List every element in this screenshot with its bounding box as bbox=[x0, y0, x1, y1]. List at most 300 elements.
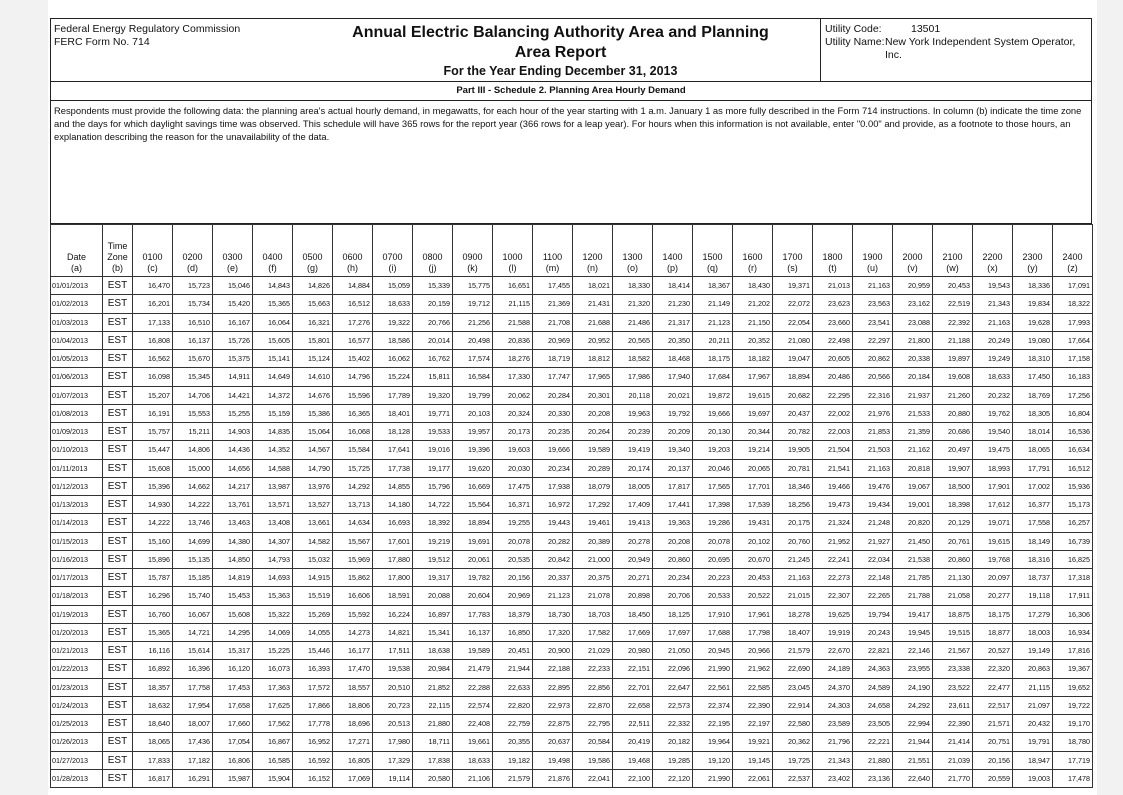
demand-cell: 15,801 bbox=[293, 331, 333, 349]
demand-cell: 22,759 bbox=[493, 715, 533, 733]
demand-cell: 20,118 bbox=[613, 386, 653, 404]
demand-cell: 24,190 bbox=[893, 678, 933, 696]
demand-cell: 19,214 bbox=[733, 441, 773, 459]
demand-cell: 20,949 bbox=[613, 550, 653, 568]
demand-cell: 22,146 bbox=[893, 642, 933, 660]
demand-cell: 23,402 bbox=[813, 769, 853, 787]
demand-cell: 15,135 bbox=[173, 550, 213, 568]
demand-cell: 23,088 bbox=[893, 313, 933, 331]
column-header-label: 0600 bbox=[342, 252, 363, 262]
demand-cell: 24,363 bbox=[853, 660, 893, 678]
demand-cell: 13,976 bbox=[293, 477, 333, 495]
demand-cell: 19,396 bbox=[453, 441, 493, 459]
demand-cell: 22,233 bbox=[573, 660, 613, 678]
demand-cell: 19,771 bbox=[413, 404, 453, 422]
time-zone-cell: EST bbox=[103, 587, 133, 605]
column-header-label: 2300 bbox=[1022, 252, 1043, 262]
demand-cell: 22,054 bbox=[773, 313, 813, 331]
demand-cell: 21,990 bbox=[693, 660, 733, 678]
demand-cell: 20,389 bbox=[573, 532, 613, 550]
demand-cell: 21,796 bbox=[813, 733, 853, 751]
column-header-code: (a) bbox=[71, 263, 82, 273]
demand-cell: 20,243 bbox=[853, 623, 893, 641]
demand-cell: 20,781 bbox=[773, 459, 813, 477]
demand-cell: 20,338 bbox=[893, 350, 933, 368]
demand-cell: 17,798 bbox=[733, 623, 773, 641]
demand-cell: 20,980 bbox=[613, 642, 653, 660]
demand-cell: 20,223 bbox=[693, 569, 733, 587]
date-cell: 01/10/2013 bbox=[51, 441, 103, 459]
demand-cell: 22,511 bbox=[613, 715, 653, 733]
column-header-label: 0900 bbox=[462, 252, 483, 262]
demand-cell: 20,535 bbox=[493, 550, 533, 568]
table-row bbox=[51, 404, 1093, 422]
demand-cell: 20,527 bbox=[973, 642, 1013, 660]
demand-cell: 18,947 bbox=[1013, 751, 1053, 769]
demand-cell: 19,466 bbox=[813, 477, 853, 495]
demand-cell: 19,120 bbox=[693, 751, 733, 769]
demand-cell: 13,987 bbox=[253, 477, 293, 495]
demand-cell: 14,273 bbox=[333, 623, 373, 641]
demand-cell: 20,097 bbox=[973, 569, 1013, 587]
utility-name-value: New York Independent System Operator, Inc. bbox=[885, 36, 1076, 61]
demand-cell: 21,952 bbox=[813, 532, 853, 550]
demand-cell: 17,901 bbox=[973, 477, 1013, 495]
column-header-label: 0200 bbox=[182, 252, 203, 262]
demand-cell: 18,696 bbox=[333, 715, 373, 733]
demand-cell: 17,409 bbox=[613, 496, 653, 514]
demand-cell: 14,069 bbox=[253, 623, 293, 641]
demand-cell: 17,778 bbox=[293, 715, 333, 733]
demand-cell: 17,816 bbox=[1053, 642, 1093, 660]
date-cell: 01/28/2013 bbox=[51, 769, 103, 787]
demand-cell: 22,096 bbox=[653, 660, 693, 678]
demand-cell: 21,115 bbox=[1013, 678, 1053, 696]
demand-cell: 20,706 bbox=[653, 587, 693, 605]
demand-cell: 14,217 bbox=[213, 477, 253, 495]
demand-cell: 15,207 bbox=[133, 386, 173, 404]
demand-cell: 17,965 bbox=[573, 368, 613, 386]
demand-cell: 21,163 bbox=[853, 277, 893, 295]
demand-cell: 16,634 bbox=[1053, 441, 1093, 459]
demand-cell: 13,408 bbox=[253, 514, 293, 532]
demand-cell: 15,723 bbox=[173, 277, 213, 295]
time-zone-cell: EST bbox=[103, 769, 133, 787]
column-header-label: 1800 bbox=[822, 252, 843, 262]
demand-cell: 20,235 bbox=[533, 423, 573, 441]
time-zone-cell: EST bbox=[103, 459, 133, 477]
demand-cell: 22,374 bbox=[693, 696, 733, 714]
demand-cell: 22,633 bbox=[493, 678, 533, 696]
demand-cell: 16,306 bbox=[1053, 605, 1093, 623]
demand-cell: 16,669 bbox=[453, 477, 493, 495]
demand-cell: 20,862 bbox=[853, 350, 893, 368]
demand-cell: 15,896 bbox=[133, 550, 173, 568]
demand-cell: 14,915 bbox=[293, 569, 333, 587]
demand-cell: 21,571 bbox=[973, 715, 1013, 733]
column-header bbox=[853, 225, 893, 277]
column-header-code: (h) bbox=[347, 263, 358, 273]
column-header-label: 1500 bbox=[702, 252, 723, 262]
demand-cell: 14,307 bbox=[253, 532, 293, 550]
utility-name-row bbox=[825, 36, 1087, 62]
demand-cell: 13,463 bbox=[213, 514, 253, 532]
demand-cell: 16,806 bbox=[213, 751, 253, 769]
column-header-code: (v) bbox=[907, 263, 918, 273]
demand-cell: 17,329 bbox=[373, 751, 413, 769]
demand-cell: 19,963 bbox=[613, 404, 653, 422]
demand-cell: 15,775 bbox=[453, 277, 493, 295]
demand-cell: 23,623 bbox=[813, 295, 853, 313]
column-header-code: (e) bbox=[227, 263, 238, 273]
column-header bbox=[133, 225, 173, 277]
demand-cell: 23,505 bbox=[853, 715, 893, 733]
table-row bbox=[51, 587, 1093, 605]
report-title-line1: Annual Electric Balancing Authority Area and Planning bbox=[352, 24, 769, 41]
demand-cell: 22,120 bbox=[653, 769, 693, 787]
demand-cell: 20,232 bbox=[973, 386, 1013, 404]
demand-cell: 19,476 bbox=[853, 477, 893, 495]
demand-cell: 16,817 bbox=[133, 769, 173, 787]
table-row bbox=[51, 423, 1093, 441]
demand-cell: 21,000 bbox=[573, 550, 613, 568]
demand-cell: 18,806 bbox=[333, 696, 373, 714]
demand-cell: 19,249 bbox=[973, 350, 1013, 368]
time-zone-cell: EST bbox=[103, 350, 133, 368]
demand-cell: 22,537 bbox=[773, 769, 813, 787]
demand-cell: 20,513 bbox=[373, 715, 413, 733]
column-header-label: 0400 bbox=[262, 252, 283, 262]
demand-cell: 17,791 bbox=[1013, 459, 1053, 477]
demand-cell: 15,596 bbox=[333, 386, 373, 404]
demand-cell: 16,808 bbox=[133, 331, 173, 349]
demand-cell: 14,676 bbox=[293, 386, 333, 404]
demand-cell: 16,098 bbox=[133, 368, 173, 386]
column-header-label: 1300 bbox=[622, 252, 643, 262]
demand-cell: 22,297 bbox=[853, 331, 893, 349]
demand-cell: 23,660 bbox=[813, 313, 853, 331]
demand-cell: 19,964 bbox=[693, 733, 733, 751]
demand-cell: 22,821 bbox=[853, 642, 893, 660]
column-header-code: (q) bbox=[707, 263, 718, 273]
date-cell: 01/25/2013 bbox=[51, 715, 103, 733]
demand-cell: 19,666 bbox=[533, 441, 573, 459]
demand-cell: 14,292 bbox=[333, 477, 373, 495]
demand-cell: 18,256 bbox=[773, 496, 813, 514]
demand-cell: 16,201 bbox=[133, 295, 173, 313]
demand-cell: 20,014 bbox=[413, 331, 453, 349]
demand-cell: 19,725 bbox=[773, 751, 813, 769]
demand-cell: 22,332 bbox=[653, 715, 693, 733]
form-number: FERC Form No. 714 bbox=[54, 36, 150, 48]
demand-cell: 21,770 bbox=[933, 769, 973, 787]
table-row bbox=[51, 386, 1093, 404]
demand-cell: 16,606 bbox=[333, 587, 373, 605]
column-header-code: (p) bbox=[667, 263, 678, 273]
utility-block bbox=[821, 19, 1091, 81]
demand-cell: 16,512 bbox=[1053, 459, 1093, 477]
demand-cell: 18,719 bbox=[533, 350, 573, 368]
demand-cell: 20,860 bbox=[653, 550, 693, 568]
demand-cell: 21,369 bbox=[533, 295, 573, 313]
demand-cell: 22,072 bbox=[773, 295, 813, 313]
demand-cell: 16,972 bbox=[533, 496, 573, 514]
demand-cell: 17,838 bbox=[413, 751, 453, 769]
demand-cell: 20,264 bbox=[573, 423, 613, 441]
demand-cell: 19,589 bbox=[573, 441, 613, 459]
demand-cell: 20,209 bbox=[653, 423, 693, 441]
demand-cell: 14,588 bbox=[253, 459, 293, 477]
demand-cell: 19,538 bbox=[373, 660, 413, 678]
demand-cell: 17,441 bbox=[653, 496, 693, 514]
demand-cell: 16,321 bbox=[293, 313, 333, 331]
demand-cell: 22,994 bbox=[893, 715, 933, 733]
demand-cell: 19,434 bbox=[853, 496, 893, 514]
demand-cell: 19,016 bbox=[413, 441, 453, 459]
demand-cell: 15,046 bbox=[213, 277, 253, 295]
demand-cell: 14,582 bbox=[293, 532, 333, 550]
demand-cell: 14,699 bbox=[173, 532, 213, 550]
demand-cell: 21,015 bbox=[773, 587, 813, 605]
demand-cell: 17,574 bbox=[453, 350, 493, 368]
time-zone-cell: EST bbox=[103, 532, 133, 550]
demand-cell: 21,937 bbox=[893, 386, 933, 404]
demand-cell: 22,701 bbox=[613, 678, 653, 696]
demand-cell: 21,486 bbox=[613, 313, 653, 331]
demand-cell: 14,884 bbox=[333, 277, 373, 295]
demand-cell: 17,980 bbox=[373, 733, 413, 751]
demand-cell: 19,625 bbox=[813, 605, 853, 623]
table-row bbox=[51, 368, 1093, 386]
demand-cell: 19,586 bbox=[573, 751, 613, 769]
table-row bbox=[51, 350, 1093, 368]
demand-cell: 17,363 bbox=[253, 678, 293, 696]
demand-cell: 14,372 bbox=[253, 386, 293, 404]
demand-cell: 18,414 bbox=[653, 277, 693, 295]
demand-cell: 18,894 bbox=[453, 514, 493, 532]
demand-cell: 15,396 bbox=[133, 477, 173, 495]
demand-cell: 23,045 bbox=[773, 678, 813, 696]
table-row bbox=[51, 696, 1093, 714]
demand-cell: 19,114 bbox=[373, 769, 413, 787]
demand-cell: 14,567 bbox=[293, 441, 333, 459]
column-header bbox=[533, 225, 573, 277]
demand-cell: 18,638 bbox=[413, 642, 453, 660]
demand-cell: 21,343 bbox=[813, 751, 853, 769]
demand-cell: 19,363 bbox=[653, 514, 693, 532]
table-row bbox=[51, 550, 1093, 568]
time-zone-cell: EST bbox=[103, 313, 133, 331]
demand-cell: 22,658 bbox=[613, 696, 653, 714]
demand-cell: 21,579 bbox=[773, 642, 813, 660]
demand-cell: 20,533 bbox=[693, 587, 733, 605]
demand-cell: 18,398 bbox=[933, 496, 973, 514]
demand-cell: 22,574 bbox=[453, 696, 493, 714]
demand-cell: 18,640 bbox=[133, 715, 173, 733]
demand-cell: 17,572 bbox=[293, 678, 333, 696]
demand-cell: 18,079 bbox=[573, 477, 613, 495]
date-cell: 01/20/2013 bbox=[51, 623, 103, 641]
hourly-demand-table bbox=[50, 224, 1093, 788]
demand-cell: 21,788 bbox=[893, 587, 933, 605]
demand-cell: 14,649 bbox=[253, 368, 293, 386]
report-page bbox=[50, 18, 1092, 790]
demand-cell: 18,557 bbox=[333, 678, 373, 696]
demand-cell: 21,058 bbox=[933, 587, 973, 605]
demand-cell: 22,795 bbox=[573, 715, 613, 733]
demand-cell: 17,684 bbox=[693, 368, 733, 386]
demand-cell: 16,592 bbox=[293, 751, 333, 769]
demand-cell: 16,762 bbox=[413, 350, 453, 368]
demand-cell: 17,276 bbox=[333, 313, 373, 331]
demand-cell: 18,591 bbox=[373, 587, 413, 605]
demand-cell: 19,047 bbox=[773, 350, 813, 368]
demand-cell: 20,277 bbox=[973, 587, 1013, 605]
demand-cell: 14,055 bbox=[293, 623, 333, 641]
agency-block bbox=[51, 19, 301, 81]
instructions-text: Respondents must provide the following data: the planning area's actual hourly demand, in megawatts, for each hour of the year starting with 1 a.m. January 1 as more fully described in the Form 714 instructions. In column (b) indicate the time zone and the days for which daylight savings time was observed. This schedule will have 365 rows for the report year (366 rows for a leap year). For hours when this information is not available, enter "0.00" and provide, as a footnote to those hours, an explanation describing the reason for the unavailability of the data. bbox=[50, 101, 1092, 224]
demand-cell: 21,504 bbox=[813, 441, 853, 459]
demand-cell: 20,324 bbox=[493, 404, 533, 422]
demand-cell: 20,021 bbox=[653, 386, 693, 404]
demand-cell: 20,174 bbox=[613, 459, 653, 477]
demand-cell: 21,150 bbox=[733, 313, 773, 331]
demand-cell: 17,002 bbox=[1013, 477, 1053, 495]
demand-cell: 20,761 bbox=[933, 532, 973, 550]
demand-cell: 17,450 bbox=[1013, 368, 1053, 386]
demand-cell: 19,219 bbox=[413, 532, 453, 550]
demand-cell: 17,470 bbox=[333, 660, 373, 678]
demand-cell: 18,316 bbox=[1013, 550, 1053, 568]
demand-cell: 19,905 bbox=[773, 441, 813, 459]
demand-cell: 15,339 bbox=[413, 277, 453, 295]
demand-cell: 20,498 bbox=[453, 331, 493, 349]
demand-cell: 20,061 bbox=[453, 550, 493, 568]
demand-cell: 14,421 bbox=[213, 386, 253, 404]
report-title-line2: Area Report bbox=[514, 44, 607, 61]
demand-cell: 21,431 bbox=[573, 295, 613, 313]
demand-cell: 20,437 bbox=[773, 404, 813, 422]
demand-cell: 18,430 bbox=[733, 277, 773, 295]
demand-cell: 17,688 bbox=[693, 623, 733, 641]
demand-cell: 21,785 bbox=[893, 569, 933, 587]
demand-cell: 14,222 bbox=[133, 514, 173, 532]
column-header-label: 1900 bbox=[862, 252, 883, 262]
demand-cell: 20,637 bbox=[533, 733, 573, 751]
demand-cell: 19,461 bbox=[573, 514, 613, 532]
demand-cell: 17,789 bbox=[373, 386, 413, 404]
demand-cell: 16,562 bbox=[133, 350, 173, 368]
demand-cell: 19,498 bbox=[533, 751, 573, 769]
demand-cell: 19,615 bbox=[973, 532, 1013, 550]
table-row bbox=[51, 313, 1093, 331]
demand-cell: 17,954 bbox=[173, 696, 213, 714]
demand-cell: 20,584 bbox=[573, 733, 613, 751]
column-header-code: (s) bbox=[787, 263, 798, 273]
demand-cell: 21,039 bbox=[933, 751, 973, 769]
demand-cell: 16,191 bbox=[133, 404, 173, 422]
demand-cell: 18,401 bbox=[373, 404, 413, 422]
demand-cell: 17,320 bbox=[533, 623, 573, 641]
demand-cell: 14,835 bbox=[253, 423, 293, 441]
demand-cell: 19,149 bbox=[1013, 642, 1053, 660]
demand-cell: 19,367 bbox=[1053, 660, 1093, 678]
column-header bbox=[213, 225, 253, 277]
table-row bbox=[51, 295, 1093, 313]
demand-cell: 18,737 bbox=[1013, 569, 1053, 587]
column-header-label: 1200 bbox=[582, 252, 603, 262]
demand-cell: 17,612 bbox=[973, 496, 1013, 514]
demand-cell: 16,651 bbox=[493, 277, 533, 295]
demand-cell: 20,419 bbox=[613, 733, 653, 751]
demand-cell: 19,872 bbox=[693, 386, 733, 404]
demand-cell: 18,730 bbox=[533, 605, 573, 623]
demand-cell: 17,697 bbox=[653, 623, 693, 641]
demand-cell: 14,656 bbox=[213, 459, 253, 477]
demand-cell: 16,536 bbox=[1053, 423, 1093, 441]
demand-cell: 17,961 bbox=[733, 605, 773, 623]
demand-cell: 17,986 bbox=[613, 368, 653, 386]
time-zone-cell: EST bbox=[103, 331, 133, 349]
agency-name: Federal Energy Regulatory Commission bbox=[54, 23, 241, 35]
demand-cell: 22,875 bbox=[533, 715, 573, 733]
demand-cell: 19,628 bbox=[1013, 313, 1053, 331]
demand-cell: 17,910 bbox=[693, 605, 733, 623]
demand-cell: 17,880 bbox=[373, 550, 413, 568]
demand-cell: 22,870 bbox=[573, 696, 613, 714]
demand-cell: 21,230 bbox=[653, 295, 693, 313]
demand-cell: 15,269 bbox=[293, 605, 333, 623]
demand-cell: 20,863 bbox=[1013, 660, 1053, 678]
demand-cell: 18,993 bbox=[973, 459, 1013, 477]
demand-cell: 22,895 bbox=[533, 678, 573, 696]
table-row bbox=[51, 331, 1093, 349]
demand-cell: 19,177 bbox=[413, 459, 453, 477]
demand-cell: 16,470 bbox=[133, 277, 173, 295]
demand-cell: 21,688 bbox=[573, 313, 613, 331]
demand-cell: 20,751 bbox=[973, 733, 1013, 751]
time-zone-cell: EST bbox=[103, 678, 133, 696]
demand-cell: 17,658 bbox=[213, 696, 253, 714]
demand-cell: 19,003 bbox=[1013, 769, 1053, 787]
demand-cell: 20,182 bbox=[653, 733, 693, 751]
demand-cell: 15,787 bbox=[133, 569, 173, 587]
demand-cell: 20,211 bbox=[693, 331, 733, 349]
demand-cell: 18,003 bbox=[1013, 623, 1053, 641]
demand-cell: 22,034 bbox=[853, 550, 893, 568]
table-row bbox=[51, 751, 1093, 769]
date-cell: 01/06/2013 bbox=[51, 368, 103, 386]
demand-cell: 17,475 bbox=[493, 477, 533, 495]
demand-cell: 22,115 bbox=[413, 696, 453, 714]
demand-cell: 21,708 bbox=[533, 313, 573, 331]
date-cell: 01/22/2013 bbox=[51, 660, 103, 678]
time-zone-cell: EST bbox=[103, 605, 133, 623]
demand-cell: 22,477 bbox=[973, 678, 1013, 696]
demand-cell: 22,188 bbox=[533, 660, 573, 678]
demand-cell: 17,256 bbox=[1053, 386, 1093, 404]
demand-cell: 20,497 bbox=[933, 441, 973, 459]
demand-cell: 17,938 bbox=[533, 477, 573, 495]
demand-cell: 22,820 bbox=[493, 696, 533, 714]
demand-cell: 18,175 bbox=[973, 605, 1013, 623]
demand-cell: 14,352 bbox=[253, 441, 293, 459]
demand-cell: 20,670 bbox=[733, 550, 773, 568]
column-header-label: 0100 bbox=[142, 252, 163, 262]
demand-cell: 16,067 bbox=[173, 605, 213, 623]
demand-cell: 21,944 bbox=[493, 660, 533, 678]
table-row bbox=[51, 569, 1093, 587]
